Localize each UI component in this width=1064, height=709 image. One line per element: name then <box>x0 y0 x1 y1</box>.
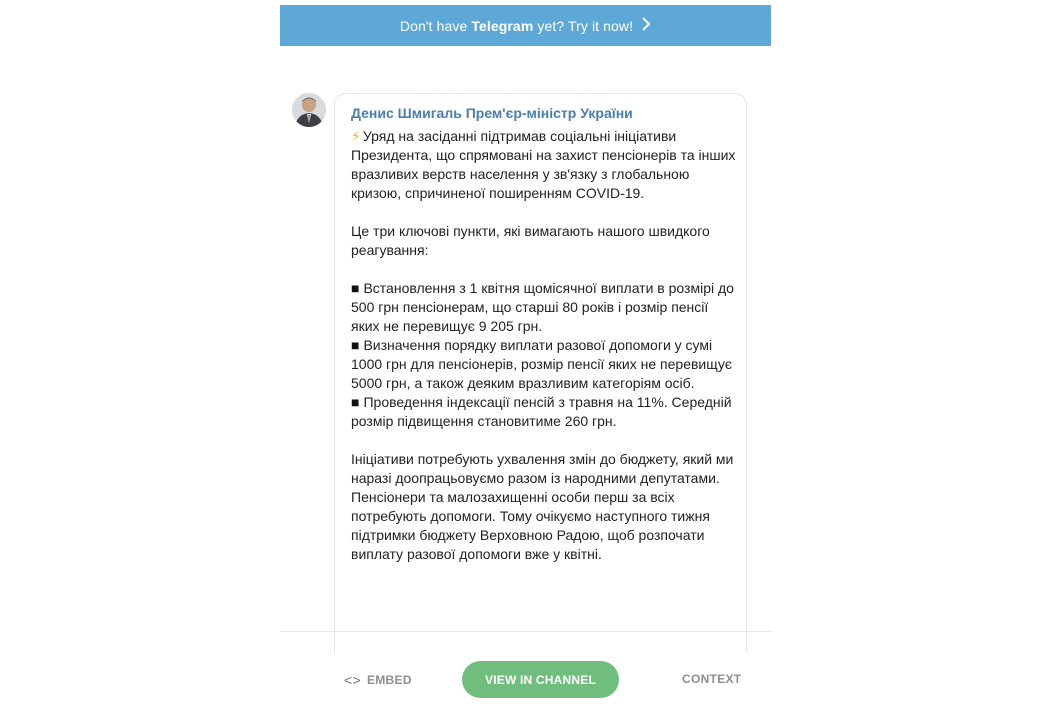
try-telegram-banner[interactable] <box>280 5 771 46</box>
bullet-3-text: Проведення індексації пенсій з травня на 11%. Середній розмір підвищення становитиме 260 грн. <box>351 394 732 429</box>
code-icon: <> <box>344 672 361 688</box>
bullet-1-text: Встановлення з 1 квітня щомісячної виплати в розмірі до 500 грн пенсіонерам, що старші 80 років і розмір пенсії яких не перевищує 9 205 грн. <box>351 280 734 334</box>
paragraph-2: Це три ключові пункти, які вимагають нашого швидкого реагування: <box>351 223 710 258</box>
bullet-2-text: Визначення порядку виплати разової допомоги у сумі 1000 грн для пенсіонерів, розмір пенсії яких не перевищує 5000 грн, а також деяким вразливим категоріям осіб. <box>351 337 733 391</box>
embed-button[interactable] <box>344 672 412 688</box>
message-text <box>351 127 739 564</box>
paragraph-3: Ініціативи потребують ухвалення змін до бюджету, який ми наразі доопрацьовуємо разом із народними депутатами. Пенсіонери та малозахищенні особи перш за всіх потребують допомоги. Тому очікуємо наступного тижня підтримки бюджету Верховною Радою, щоб розпочати виплату разової допомоги вже у квітні. <box>351 451 734 562</box>
embed-label: EMBED <box>366 673 412 687</box>
message-author[interactable]: Денис Шмигаль Прем'єр-міністр України <box>351 105 633 121</box>
square-bullet-icon: ■ <box>351 394 360 410</box>
chevron-right-icon <box>641 17 651 35</box>
footer-divider <box>280 631 771 632</box>
context-button[interactable]: CONTEXT <box>682 672 742 686</box>
view-in-channel-button[interactable]: VIEW IN CHANNEL <box>462 661 619 698</box>
message-card <box>334 93 747 653</box>
banner-suffix: yet? Try it now! <box>537 17 634 34</box>
square-bullet-icon: ■ <box>351 280 360 296</box>
bullet-1 <box>351 279 739 336</box>
paragraph-1-text: Уряд на засіданні підтримав соціальні ініціативи Президента, що спрямовані на захист пенсіонерів та інших вразливих верств населення у зв'язку з глобальною кризою, спричиненої поширенням COVID-19. <box>351 128 736 201</box>
lightning-icon: ⚡ <box>351 128 361 144</box>
square-bullet-icon: ■ <box>351 337 360 353</box>
bullet-3 <box>351 393 739 431</box>
banner-brand: Telegram <box>471 17 534 34</box>
bullet-2 <box>351 336 739 393</box>
avatar[interactable] <box>292 93 326 127</box>
paragraph-1 <box>351 127 739 203</box>
banner-prefix: Don't have <box>399 17 468 34</box>
